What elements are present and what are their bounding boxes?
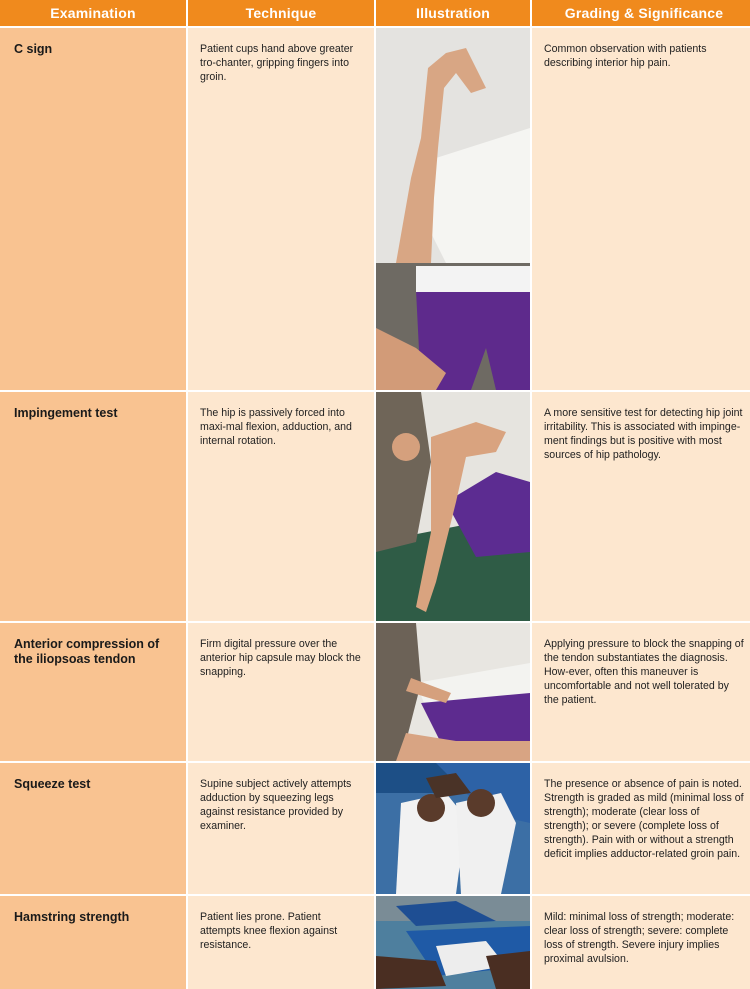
photo-anterior-compression (376, 623, 530, 761)
technique-anterior-compression: Firm digital pressure over the anterior hip capsule may block the snapping. (188, 623, 374, 761)
photo-squeeze-test (376, 763, 530, 894)
header-technique: Technique (188, 0, 374, 26)
grading-c-sign: Common observation with patients describing interior hip pain. (532, 28, 750, 390)
grading-hamstring-strength: Mild: minimal loss of strength; moderate: clear loss of strength; severe: complete loss of strength. Severe injury implies proximal avulsion. (532, 896, 750, 989)
exam-hamstring-strength: Hamstring strength (0, 896, 186, 989)
exam-squeeze-test: Squeeze test (0, 763, 186, 894)
photo-impingement-test (376, 392, 530, 621)
grading-impingement-test: A more sensitive test for detecting hip joint irritability. This is associated with impinge-ment findings but is positive with most sources of hip pathology. (532, 392, 750, 621)
photo-c-sign (376, 28, 530, 390)
exam-impingement-test: Impingement test (0, 392, 186, 621)
technique-c-sign: Patient cups hand above greater tro-chanter, gripping fingers into groin. (188, 28, 374, 390)
grading-anterior-compression: Applying pressure to block the snapping of the tendon substantiates the diagnosis. How-ever, often this maneuver is uncomfortable and not well tolerated by the patient. (532, 623, 750, 761)
technique-hamstring-strength: Patient lies prone. Patient attempts knee flexion against resistance. (188, 896, 374, 989)
header-illustration: Illustration (376, 0, 530, 26)
exam-c-sign: C sign (0, 28, 186, 390)
photo-hamstring-strength (376, 896, 530, 989)
technique-squeeze-test: Supine subject actively attempts adduction by squeezing legs against resistance provided by examiner. (188, 763, 374, 894)
technique-impingement-test: The hip is passively forced into maxi-mal flexion, adduction, and internal rotation. (188, 392, 374, 621)
exam-anterior-compression: Anterior compression of the iliopsoas tendon (0, 623, 186, 761)
header-grading: Grading & Significance (532, 0, 750, 26)
header-examination: Examination (0, 0, 186, 26)
grading-squeeze-test: The presence or absence of pain is noted. Strength is graded as mild (minimal loss of strength); moderate (clear loss of strength); or severe (complete loss of strength). Pain with or without a strength deficit implies adductor-related groin pain. (532, 763, 750, 894)
